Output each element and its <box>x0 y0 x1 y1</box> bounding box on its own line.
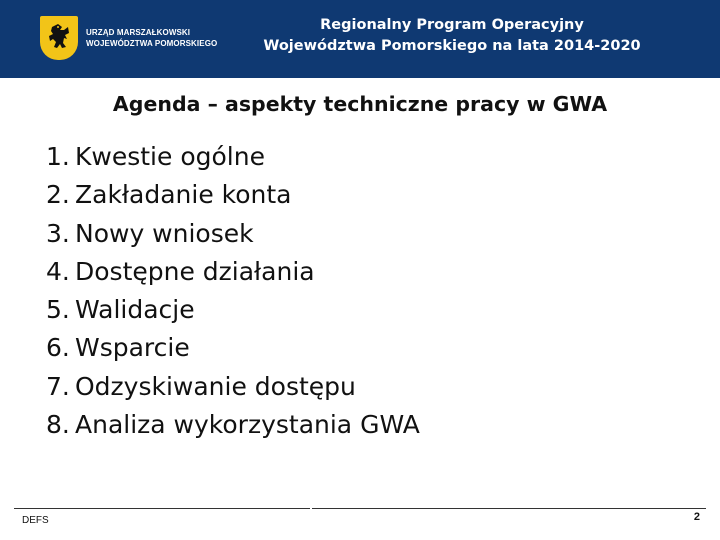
agenda-item <box>46 253 420 291</box>
agenda-item-label: Kwestie ogólne <box>75 142 265 171</box>
agenda-item-label: Analiza wykorzystania GWA <box>75 410 420 440</box>
griffin-crest-icon <box>40 16 78 60</box>
program-title <box>242 15 662 57</box>
agenda-item-label: Zakładanie konta <box>75 180 292 210</box>
program-title-line-2: Województwa Pomorskiego na lata 2014-2020 <box>263 38 641 54</box>
agenda-item <box>46 329 420 367</box>
agenda-item-number: 4. <box>46 256 70 286</box>
agenda-item <box>46 176 420 214</box>
agenda-item-number: 2. <box>46 180 70 210</box>
agenda-list <box>46 138 420 444</box>
logo-text <box>86 27 217 49</box>
agenda-item-number: 5. <box>46 295 70 325</box>
agenda-item-label: Odzyskiwanie dostępu <box>75 371 356 401</box>
slide-title: Agenda – aspekty techniczne pracy w GWA <box>112 92 608 116</box>
footer-divider-left <box>14 508 310 509</box>
agenda-item <box>46 215 420 253</box>
agenda-item-label: Dostępne działania <box>75 256 315 286</box>
page-number: 2 <box>693 511 700 523</box>
footer-divider-right <box>312 508 706 509</box>
agenda-item-number: 7. <box>46 371 70 401</box>
agenda-item <box>46 138 420 176</box>
agenda-item-number: 6. <box>46 333 70 363</box>
logo-text-line-1: URZĄD MARSZAŁKOWSKI <box>86 28 191 37</box>
agenda-item <box>46 406 420 444</box>
header-banner <box>0 0 720 78</box>
agenda-item-number: 1. <box>46 142 70 171</box>
program-title-line-1: Regionalny Program Operacyjny <box>320 17 584 33</box>
logo-text-line-2: WOJEWÓDZTWA POMORSKIEGO <box>86 39 218 48</box>
agenda-item <box>46 291 420 329</box>
agenda-item-label: Wsparcie <box>75 333 190 363</box>
logo <box>40 14 217 62</box>
agenda-item <box>46 368 420 406</box>
agenda-item-number: 8. <box>46 410 70 440</box>
footer-label: DEFS <box>22 515 49 526</box>
agenda-item-number: 3. <box>46 218 70 248</box>
agenda-item-label: Nowy wniosek <box>75 218 254 248</box>
agenda-item-label: Walidacje <box>75 295 195 325</box>
